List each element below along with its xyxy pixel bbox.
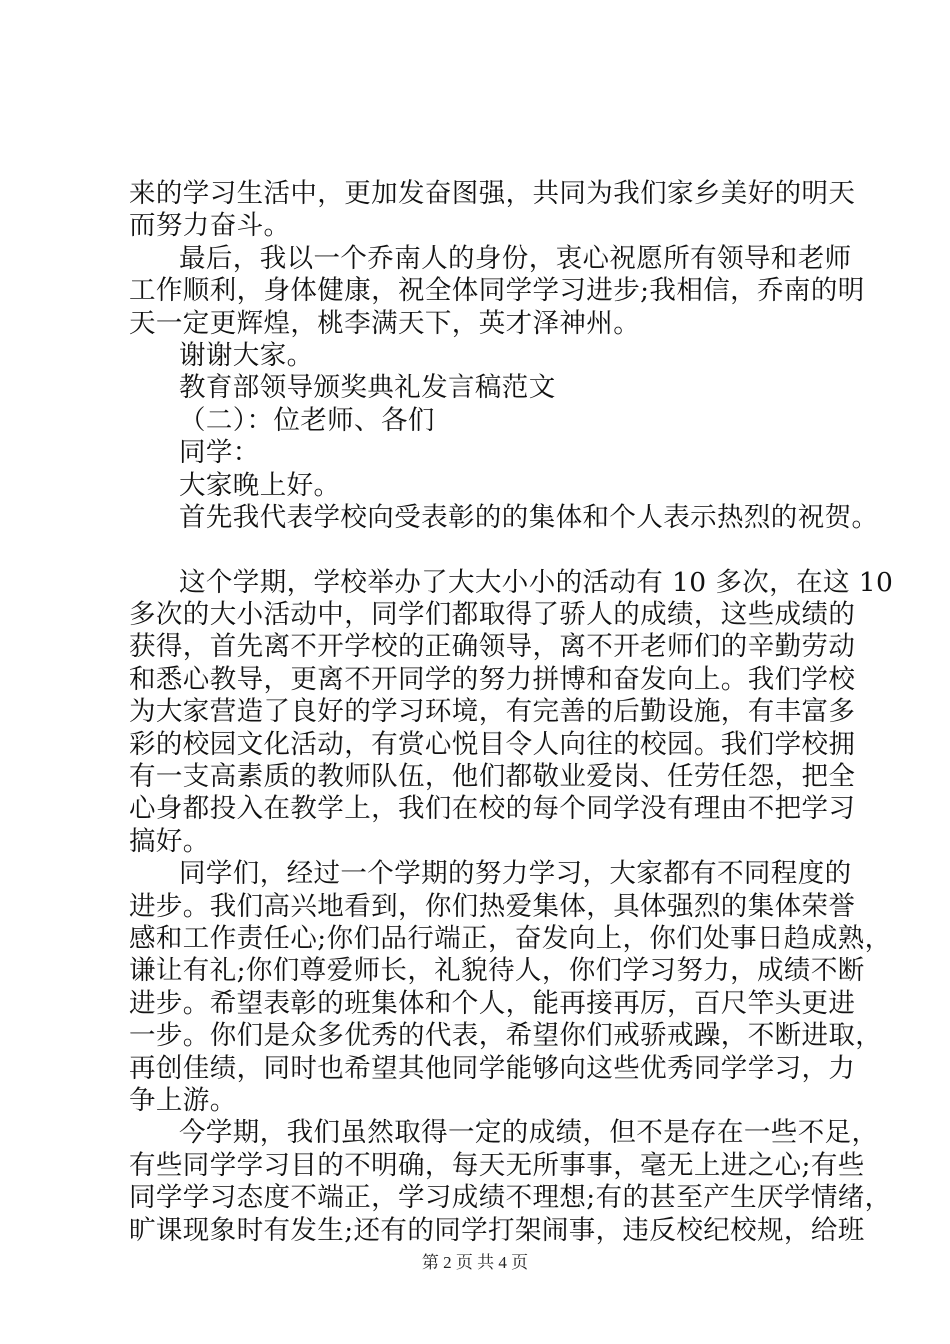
text-line: 彩的校园文化活动，有赏心悦目令人向往的校园。我们学校拥 bbox=[129, 728, 856, 760]
text-line: 教育部领导颁奖典礼发言稿范文 bbox=[179, 372, 556, 404]
text-line: 和悉心教导，更离不开同学的努力拼博和奋发向上。我们学校 bbox=[129, 663, 856, 695]
text-line: 而努力奋斗。 bbox=[129, 210, 291, 242]
text-line: 搞好。 bbox=[129, 825, 210, 857]
text-line: 有一支高素质的教师队伍，他们都敬业爱岗、任劳任怨，把全 bbox=[129, 761, 856, 793]
blank-line bbox=[129, 534, 849, 566]
text-line: 为大家营造了良好的学习环境，有完善的后勤设施，有丰富多 bbox=[129, 696, 856, 728]
text-line: 谦让有礼;你们尊爱师长，礼貌待人，你们学习努力，成绩不断 bbox=[129, 955, 865, 987]
document-body bbox=[129, 178, 894, 1247]
text-line: 再创佳绩，同时也希望其他同学能够向这些优秀同学学习，力 bbox=[129, 1052, 856, 1084]
text-line: 争上游。 bbox=[129, 1084, 237, 1116]
page-footer: 第 2 页 共 4 页 bbox=[421, 1253, 529, 1272]
text-line: 今学期，我们虽然取得一定的成绩，但不是存在一些不足， bbox=[179, 1117, 879, 1149]
text-line: 来的学习生活中，更加发奋图强，共同为我们家乡美好的明天 bbox=[129, 178, 856, 209]
text-line: 这个学期，学校举办了大大小小的活动有 10 多次，在这 10 bbox=[179, 566, 894, 598]
text-line: 谢谢大家。 bbox=[179, 339, 314, 371]
text-line: 同学学习态度不端正，学习成绩不理想;有的甚至产生厌学情绪， bbox=[129, 1182, 892, 1214]
text-line: 获得，首先离不开学校的正确领导，离不开老师们的辛勤劳动 bbox=[129, 631, 856, 663]
text-line: 最后，我以一个乔南人的身份，衷心祝愿所有领导和老师 bbox=[179, 242, 852, 274]
text-line: 感和工作责任心;你们品行端正，奋发向上，你们处事日趋成熟， bbox=[129, 922, 892, 954]
text-line: 同学： bbox=[179, 437, 260, 469]
text-line: 有些同学学习目的不明确，每天无所事事，毫无上进之心;有些 bbox=[129, 1149, 865, 1181]
text-line: 进步。我们高兴地看到，你们热爱集体，具体强烈的集体荣誉 bbox=[129, 890, 856, 922]
text-line: 大家晚上好。 bbox=[179, 469, 341, 501]
text-line: 一步。你们是众多优秀的代表，希望你们戒骄戒躁，不断进取， bbox=[129, 1020, 883, 1052]
text-line: 进步。希望表彰的班集体和个人，能再接再厉，百尺竿头更进 bbox=[129, 987, 856, 1019]
text-line: （二）：位老师、各们 bbox=[179, 404, 435, 436]
text-line: 工作顺利，身体健康，祝全体同学学习进步;我相信，乔南的明 bbox=[129, 275, 865, 307]
text-line: 多次的大小活动中，同学们都取得了骄人的成绩，这些成绩的 bbox=[129, 599, 856, 631]
text-line: 天一定更辉煌，桃李满天下，英才泽神州。 bbox=[129, 307, 641, 339]
text-line: 旷课现象时有发生;还有的同学打架闹事，违反校纪校规，给班 bbox=[129, 1214, 865, 1246]
text-line: 同学们，经过一个学期的努力学习，大家都有不同程度的 bbox=[179, 858, 852, 890]
text-line: 心身都投入在教学上，我们在校的每个同学没有理由不把学习 bbox=[129, 793, 856, 825]
text-line: 首先我代表学校向受表彰的的集体和个人表示热烈的祝贺。 bbox=[179, 501, 879, 533]
